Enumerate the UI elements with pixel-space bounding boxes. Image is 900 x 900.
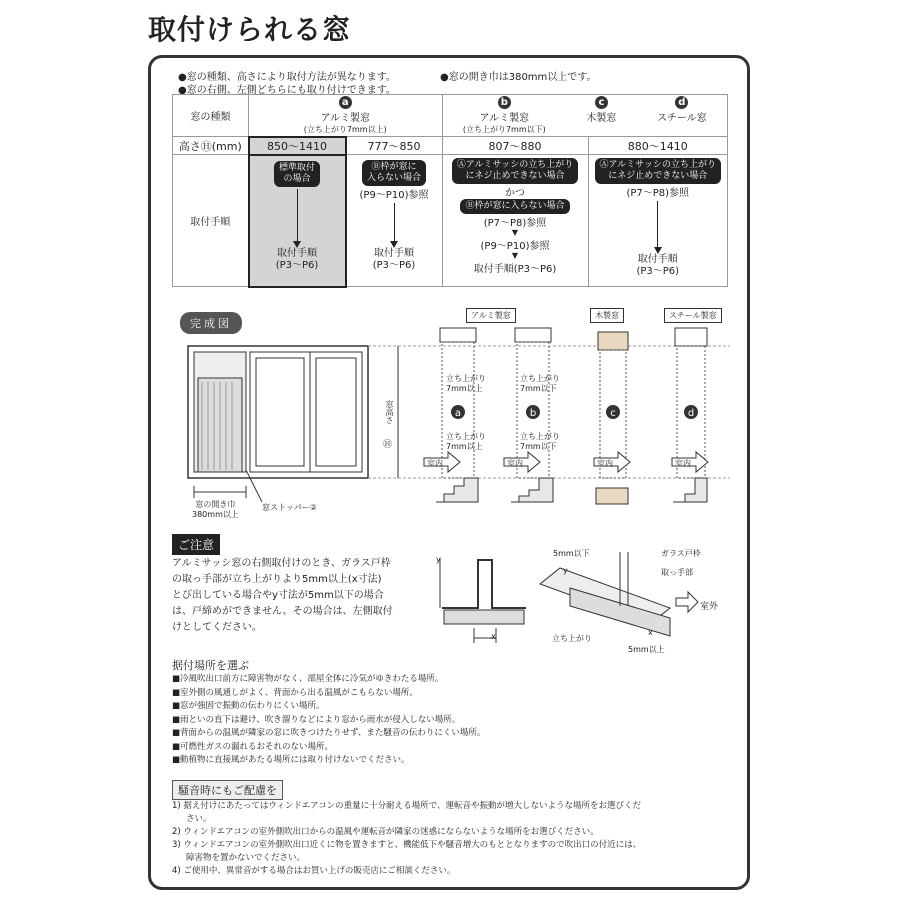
svg-text:c: c: [610, 408, 616, 419]
noise-item: 2) ウィンドエアコンの室外側吹出口からの温風や運転音が隣家の迷惑にならないような場所をお選びください。: [172, 827, 599, 837]
intro-line-2: ●窓の右側、左側どちらにも取り付けできます。: [178, 85, 396, 96]
proc-2-badge: Ⓑ枠が窓に 入らない場合: [362, 160, 426, 186]
proc-3-result: 取付手順(P3～P6): [473, 264, 557, 275]
cell-type-a: [249, 95, 443, 137]
proc-3-badge-a: Ⓐアルミサッシの立ち上がり にネジ止めできない場合: [452, 158, 578, 184]
location-item: ■可燃性ガスの漏れるおそれのない場所。: [172, 741, 334, 752]
caution-handle: 取っ手部: [661, 568, 693, 577]
indoor-label-d: 室内: [675, 459, 691, 468]
window-spec-table: [172, 94, 728, 288]
window-height-label: 窓高さ: [385, 400, 394, 424]
location-item: ■冷風吹出口前方に障害物がなく、部屋全体に冷気がゆきわたる場所。: [172, 674, 444, 684]
indoor-label-a: 室内: [427, 459, 443, 468]
mark-d: d: [675, 96, 688, 109]
mark-b: b: [498, 96, 511, 109]
location-item: ■雨といの直下は避け、吹き溜りなどにより窓から雨水が侵入しない場所。: [172, 714, 461, 725]
proc-3: Ⓐアルミサッシの立ち上がり にネジ止めできない場合 かつ Ⓑ枠が窓に入らない場合 (P7～P8)参照 ▼ (P9～P10)参照 ▼ 取付手順(P3～P6): [442, 155, 588, 287]
caution-header: ご注意: [172, 534, 220, 555]
label-alum: アルミ製窓: [466, 308, 516, 323]
proc-1-badge: 標準取付 の場合: [274, 161, 320, 187]
proc-4-badge: Ⓐアルミサッシの立ち上がり にネジ止めできない場合: [595, 158, 721, 184]
page-title: 取付けられる窓: [148, 13, 352, 46]
location-header: 据付場所を選ぶ: [172, 659, 249, 672]
height-4: 880～1410: [588, 137, 728, 155]
height-1: 850～1410: [249, 137, 346, 155]
proc-2-result-1: 取付手順: [374, 248, 414, 259]
location-item: ■動植物に直接風があたる場所には取り付けないでください。: [172, 755, 410, 765]
caution-x-left: x: [491, 632, 496, 641]
cell-type-bcd: [442, 95, 728, 137]
noise-item: 1) 据え付けにあたってはウィンドエアコンの重量に十分耐える場所で、運転音や振動が増大しないような場所をお選びくだ: [172, 801, 641, 811]
proc-4-result-2: (P3～P6): [636, 266, 680, 277]
complete-diagram: [170, 320, 730, 525]
noise-list: [172, 800, 641, 878]
caution-rise: 立ち上がり: [552, 634, 592, 643]
row-label-procedure: 取付手順: [173, 155, 249, 287]
caution-text: アルミサッシ窓の右側取付けのとき、ガラス戸枠 の取っ手部が立ち上がりより5mm以上(x寸法) とび出している場合やy寸法が5mm以下の場合 は、戸締めができません。その場合は、左側取付 けとしてください。: [172, 558, 393, 633]
location-item: ■室外側の風通しがよく、背面から出る温風がこもらない場所。: [172, 687, 418, 698]
label-wood: 木製窓: [590, 308, 624, 323]
rise-a-bottom: 立ち上がり 7mm以上: [446, 432, 486, 451]
proc-2: [346, 155, 443, 287]
rise-b-bottom: 立ち上がり 7mm以下: [520, 432, 560, 451]
proc-2-result-2: (P3～P6): [372, 260, 416, 271]
caution-x-right: x: [648, 628, 653, 637]
wood-label: 木製窓: [586, 113, 617, 124]
proc-3-and: かつ: [505, 188, 525, 199]
caution-y-left: y: [436, 555, 441, 564]
noise-item: 4) ご使用中、異常音がする場合はお買い上げの販売店にご相談ください。: [172, 866, 456, 876]
svg-text:b: b: [529, 408, 537, 419]
location-item: ■窓が強固で振動の伝わりにくい場所。: [172, 701, 325, 711]
noise-item: 3) ウィンドエアコンの室外側吹出口近くに物を置きますと、機能低下や騒音増大のもととなりますので吹出口の付近には、: [172, 840, 642, 850]
stopper-label: 窓ストッパー②: [262, 503, 317, 512]
alum-b-label: アルミ製窓: [479, 113, 530, 124]
intro-line-1b: ●窓の開き巾は380mm以上です。: [440, 72, 597, 83]
label-steel: スチール製窓: [664, 308, 722, 323]
proc-4-result-1: 取付手順: [637, 254, 678, 265]
proc-4: [588, 155, 728, 287]
height-2: 777～850: [346, 137, 443, 155]
rise-a-top: 立ち上がり 7mm以上: [446, 374, 486, 393]
row-label-height: 高さⒽ(mm): [173, 137, 249, 155]
caution-y-right: y: [563, 566, 568, 575]
proc-1-result-1: 取付手順: [277, 247, 317, 259]
indoor-label-c: 室内: [597, 459, 613, 468]
alum-a-label: アルミ製窓: [320, 112, 371, 124]
steel-label: スチール窓: [657, 113, 707, 124]
location-item: ■背面からの温風が隣家の窓に吹きつけたりせず、また騒音の伝わりにくい場所。: [172, 728, 486, 738]
proc-3-ref-1: (P7～P8)参照: [483, 218, 547, 229]
proc-2-ref: (P9～P10)参照: [359, 190, 429, 201]
noise-item-cont: さい。: [186, 814, 212, 824]
indoor-label-b: 室内: [507, 459, 523, 468]
proc-3-badge-b: Ⓑ枠が窓に入らない場合: [460, 199, 569, 214]
proc-1: [249, 155, 346, 287]
mark-c: c: [595, 96, 608, 109]
row-label-window-type: 窓の種類: [173, 95, 249, 137]
proc-1-result-2: (P3～P6): [275, 259, 319, 271]
mark-a: a: [339, 96, 352, 109]
caution-5mm-below: 5mm以下: [553, 549, 590, 558]
alum-b-sub: (立ち上がり7mm以下): [462, 125, 546, 134]
proc-4-ref: (P7～P8)参照: [626, 188, 690, 199]
complete-header: 完成図: [180, 312, 242, 334]
rise-b-top: 立ち上がり 7mm以下: [520, 374, 560, 393]
noise-header: 騒音時にもご配慮を: [172, 780, 283, 800]
caution-5mm-above: 5mm以上: [628, 645, 665, 654]
caution-glass-frame: ガラス戸枠: [661, 549, 701, 558]
intro-line-1: ●窓の種類、高さにより取付方法が異なります。: [178, 72, 396, 83]
opening-width-label: 窓の開き巾 380mm以上: [192, 500, 239, 519]
height-3: 807～880: [442, 137, 588, 155]
proc-3-ref-2: (P9～P10)参照: [480, 241, 550, 252]
caution-outdoor: 室外: [700, 602, 719, 612]
location-list: [172, 673, 485, 768]
svg-text:d: d: [687, 408, 695, 419]
alum-a-sub: (立ち上がり7mm以上): [303, 124, 387, 134]
noise-item-cont: 障害物を置かないでください。: [186, 853, 306, 863]
window-height-mark: Ⓗ: [383, 440, 393, 450]
svg-text:a: a: [454, 408, 462, 419]
